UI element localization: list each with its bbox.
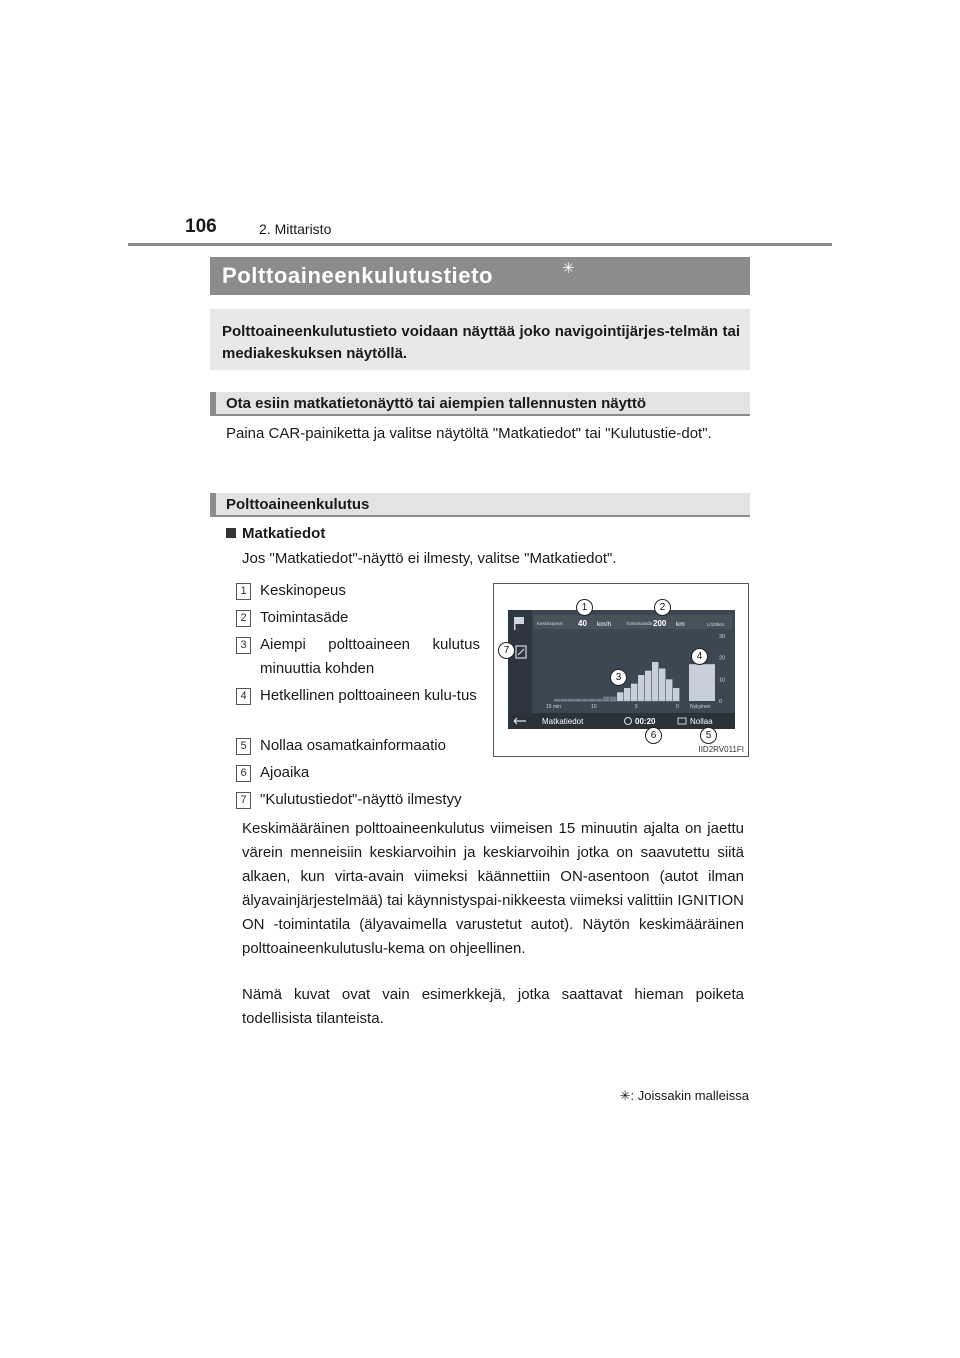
callout-marker: 3 — [610, 669, 627, 686]
chart-bar — [673, 688, 679, 701]
chart-bar — [659, 669, 665, 702]
current-label: Nykyinen — [690, 704, 711, 710]
chart-bar — [617, 692, 623, 701]
square-bullet-icon — [226, 528, 236, 538]
range-value: 200 — [653, 619, 667, 628]
asterisk-icon: ✳ — [562, 260, 575, 277]
figure-code: IID2RV011FI — [698, 745, 744, 754]
chart-bar — [582, 699, 588, 701]
intro-text: Polttoaineenkulutustieto voidaan näyttää joko navigointijärjes-telmän tai mediakeskuksen näytöllä. — [222, 323, 740, 362]
range-unit: km — [676, 621, 685, 628]
y-tick: 30 — [719, 634, 726, 640]
callout-marker: 4 — [691, 648, 708, 665]
y-tick: 10 — [719, 677, 726, 684]
section-heading-consumption — [210, 493, 750, 517]
chapter-title: 2. Mittaristo — [259, 221, 332, 237]
chart-bar — [638, 675, 644, 701]
description-paragraph: Keskimääräinen polttoaineenkulutus viimeisen 15 minuutin ajalta on jaettu värein menneisiin keskiarvoihin ja keskiarvoihin jotka on saavutettu siitä alkaen, kun virta-avain viimeksi käännettiin ON-asentoon (autot ilman älyavainjärjestelmää) tai käynnistyspai-nikkeesta viimeksi valittiin IGNITION ON -toimintatila (älyavaimella varustetut autot). Näytön keskimääräinen polttoaineenkulutuslu-kema on ohjeellinen. — [242, 820, 744, 957]
header-divider — [128, 243, 832, 246]
instruction-text: Paina CAR-painiketta ja valitse näytöltä "Matkatiedot" tai "Kulutustie-dot". — [226, 425, 712, 442]
subheading-text-body: Jos "Matkatiedot"-näyttö ei ilmesty, valitse "Matkatiedot". — [242, 550, 617, 567]
section-heading-display — [210, 392, 750, 416]
chart-bar — [575, 699, 581, 701]
screen-figure — [493, 583, 749, 757]
chart-bar — [631, 684, 637, 701]
footnote-text: : Joissakin malleissa — [630, 1088, 749, 1103]
chart-bar — [603, 697, 609, 701]
callout-marker: 6 — [645, 727, 662, 744]
y-tick: 20 — [719, 655, 726, 662]
list-item: Keskinopeus — [260, 582, 346, 599]
chart-bar — [645, 671, 651, 701]
item-number: 5 — [236, 738, 251, 755]
x-tick: 15 min — [546, 704, 562, 710]
callout-marker: 7 — [498, 642, 515, 659]
item-number: 2 — [236, 610, 251, 627]
subheading — [226, 525, 325, 542]
item-number: 4 — [236, 688, 251, 705]
list-item: "Kulutustiedot"-näyttö ilmestyy — [260, 791, 462, 808]
side-panel — [508, 610, 532, 713]
section-heading-consumption-text: Polttoaineenkulutus — [226, 496, 370, 513]
list-item: Hetkellinen polttoaineen kulu-tus — [260, 687, 477, 704]
page-title: Polttoaineenkulutustieto — [222, 263, 494, 288]
list-item: Aiempi polttoaineen kulutus minuuttia kohden — [260, 636, 480, 677]
chart-bar — [596, 699, 602, 701]
avg-speed-unit: km/h — [597, 621, 612, 628]
chart-bar — [589, 699, 595, 701]
chart-bar — [561, 699, 567, 701]
x-tick: 0 — [676, 704, 679, 710]
callout-marker: 2 — [654, 599, 671, 616]
section-heading-display-text: Ota esiin matkatietonäyttö tai aiempien tallennusten näyttö — [226, 395, 647, 412]
x-tick: 10 — [591, 704, 597, 710]
note-paragraph: Nämä kuvat ovat vain esimerkkejä, jotka saattavat hieman poiketa todellisista tilanteista. — [242, 986, 744, 1027]
callout-marker: 5 — [700, 727, 717, 744]
item-number: 6 — [236, 765, 251, 782]
unit-label: L/100km — [707, 622, 725, 627]
page-number: 106 — [185, 216, 217, 237]
list-item: Toimintasäde — [260, 609, 349, 626]
screen-title: Matkatiedot — [542, 717, 584, 726]
chart-bar — [568, 699, 574, 701]
subheading-text: Matkatiedot — [242, 525, 326, 542]
item-number: 7 — [236, 792, 251, 809]
section-title-bar — [210, 257, 750, 295]
chart-bar — [610, 697, 616, 701]
item-number: 1 — [236, 583, 251, 600]
footnote — [620, 1088, 749, 1104]
list-item: Nollaa osamatkainformaatio — [260, 737, 446, 754]
x-tick: 5 — [635, 704, 638, 710]
drive-time: 00:20 — [635, 717, 656, 726]
avg-speed-label: Keskinopeus — [537, 621, 563, 626]
avg-speed-value: 40 — [578, 619, 587, 628]
chart-bar — [652, 662, 658, 701]
reset-button[interactable]: Nollaa — [690, 717, 713, 726]
range-label: Toimintasäde — [626, 621, 653, 626]
current-consumption-bar — [689, 664, 715, 701]
y-tick: 0 — [719, 699, 723, 705]
list-item: Ajoaika — [260, 764, 310, 781]
asterisk-icon: ✳ — [619, 1088, 631, 1103]
intro-box — [210, 309, 750, 370]
chart-bar — [666, 679, 672, 701]
chart-bar — [624, 688, 630, 701]
callout-marker: 1 — [576, 599, 593, 616]
item-number: 3 — [236, 637, 251, 654]
chart-bar — [554, 699, 560, 701]
